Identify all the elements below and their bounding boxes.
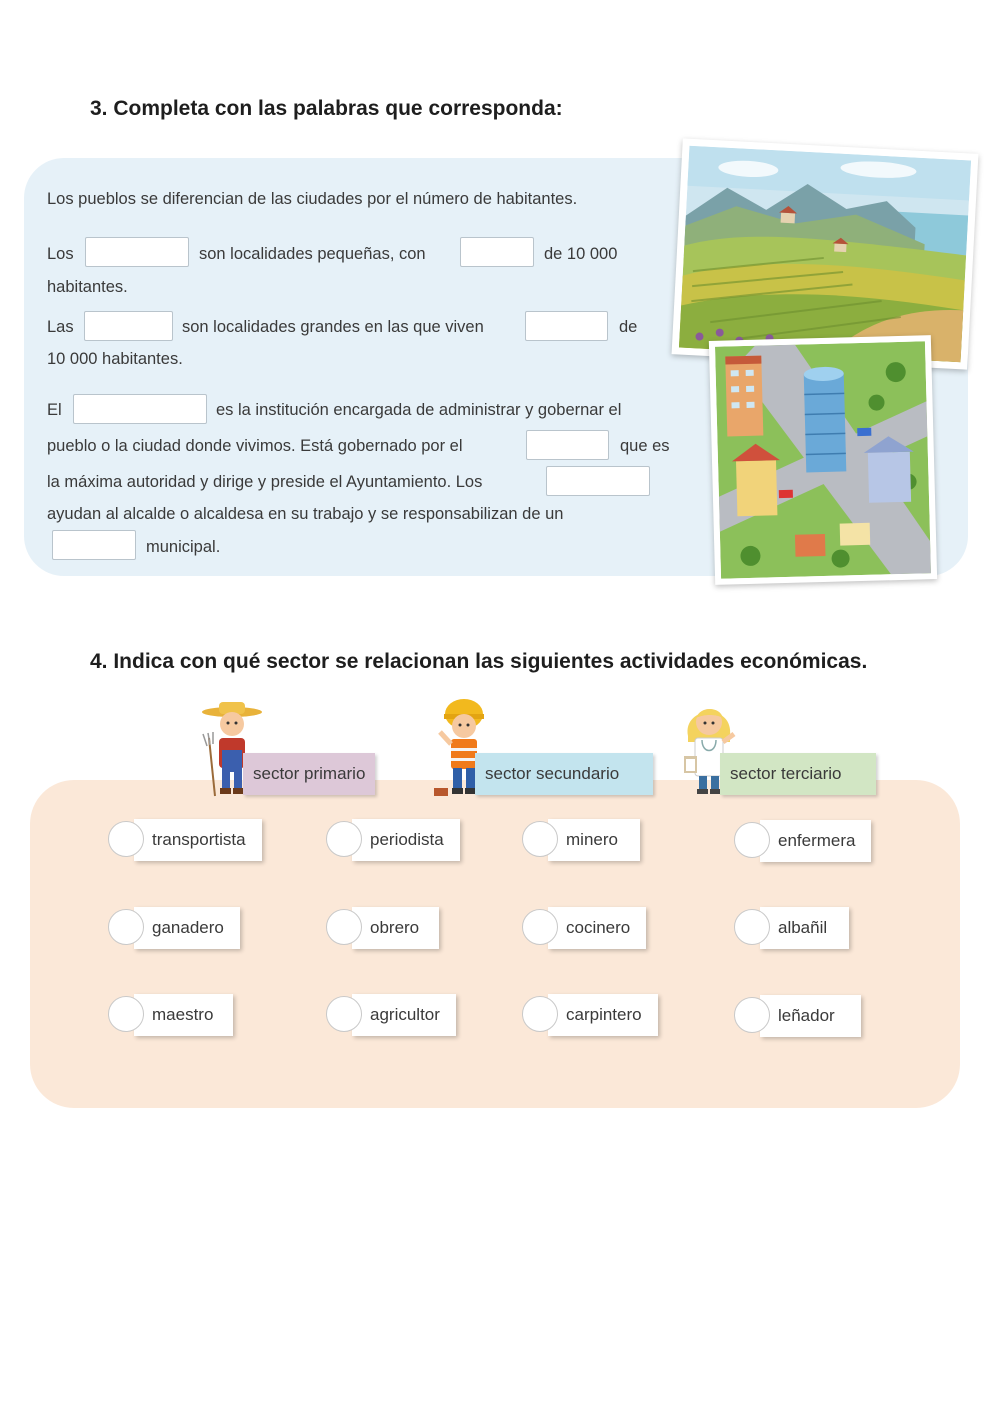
sentence2-part-a: Las [47,318,74,336]
blank-alcalde[interactable] [526,430,609,460]
countryside-photo [672,138,979,369]
blank-pueblos[interactable] [85,237,189,267]
sentence3-part-e: la máxima autoridad y dirige y preside el Ayuntamiento. Los [47,473,483,491]
activity-label: ganadero [134,907,240,949]
answer-circle[interactable] [326,996,362,1032]
blank-ayuntamiento[interactable] [73,394,207,424]
sentence1-part-b: son localidades pequeñas, con [199,245,426,263]
blank-ciudades[interactable] [84,311,173,341]
activity-label: agricultor [352,994,456,1036]
activity-label: obrero [352,907,439,949]
activity-label: carpintero [548,994,658,1036]
sentence2-part-d: 10 000 habitantes. [47,350,183,368]
answer-circle[interactable] [734,997,770,1033]
sentence3-part-a: El [47,401,62,419]
blank-mas[interactable] [525,311,608,341]
activity-label: cocinero [548,907,646,949]
sentence3-part-b: es la institución encargada de administrar y gobernar el [216,401,622,419]
answer-circle[interactable] [108,821,144,857]
sentence1-part-c: de 10 000 [544,245,618,263]
activity-label: minero [548,819,640,861]
sentence1-part-d: habitantes. [47,278,128,296]
sector-terciario-tag: sector terciario [720,753,876,795]
answer-circle[interactable] [734,822,770,858]
answer-circle[interactable] [108,996,144,1032]
sentence3-part-g: municipal. [146,538,221,556]
activity-label: albañil [760,907,849,949]
activity-label: transportista [134,819,262,861]
answer-circle[interactable] [326,821,362,857]
exercise-4-title: 4. Indica con qué sector se relacionan las siguientes actividades económicas. [90,650,868,673]
blank-servicio[interactable] [52,530,136,560]
sector-secundario-tag: sector secundario [475,753,653,795]
exercise-3-title: 3. Completa con las palabras que corresponda: [90,97,563,120]
sentence1-part-a: Los [47,245,74,263]
sentence2-part-c: de [619,318,638,336]
answer-circle[interactable] [522,909,558,945]
sentence3-part-f: ayudan al alcalde o alcaldesa en su trabajo y se responsabilizan de un [47,505,564,523]
answer-circle[interactable] [326,909,362,945]
answer-circle[interactable] [522,996,558,1032]
activity-label: periodista [352,819,460,861]
activity-label: leñador [760,995,861,1037]
sentence3-part-d: que es [620,437,670,455]
answer-circle[interactable] [522,821,558,857]
blank-menos[interactable] [460,237,534,267]
activity-label: enfermera [760,820,871,862]
blank-concejales[interactable] [546,466,650,496]
answer-circle[interactable] [108,909,144,945]
intro-text: Los pueblos se diferencian de las ciudades por el número de habitantes. [47,190,578,208]
sentence2-part-b: son localidades grandes en las que viven [182,318,484,336]
activity-label: maestro [134,994,233,1036]
sentence3-part-c: pueblo o la ciudad donde vivimos. Está gobernado por el [47,437,463,455]
answer-circle[interactable] [734,909,770,945]
city-photo [709,335,937,585]
sector-primario-tag: sector primario [243,753,375,795]
